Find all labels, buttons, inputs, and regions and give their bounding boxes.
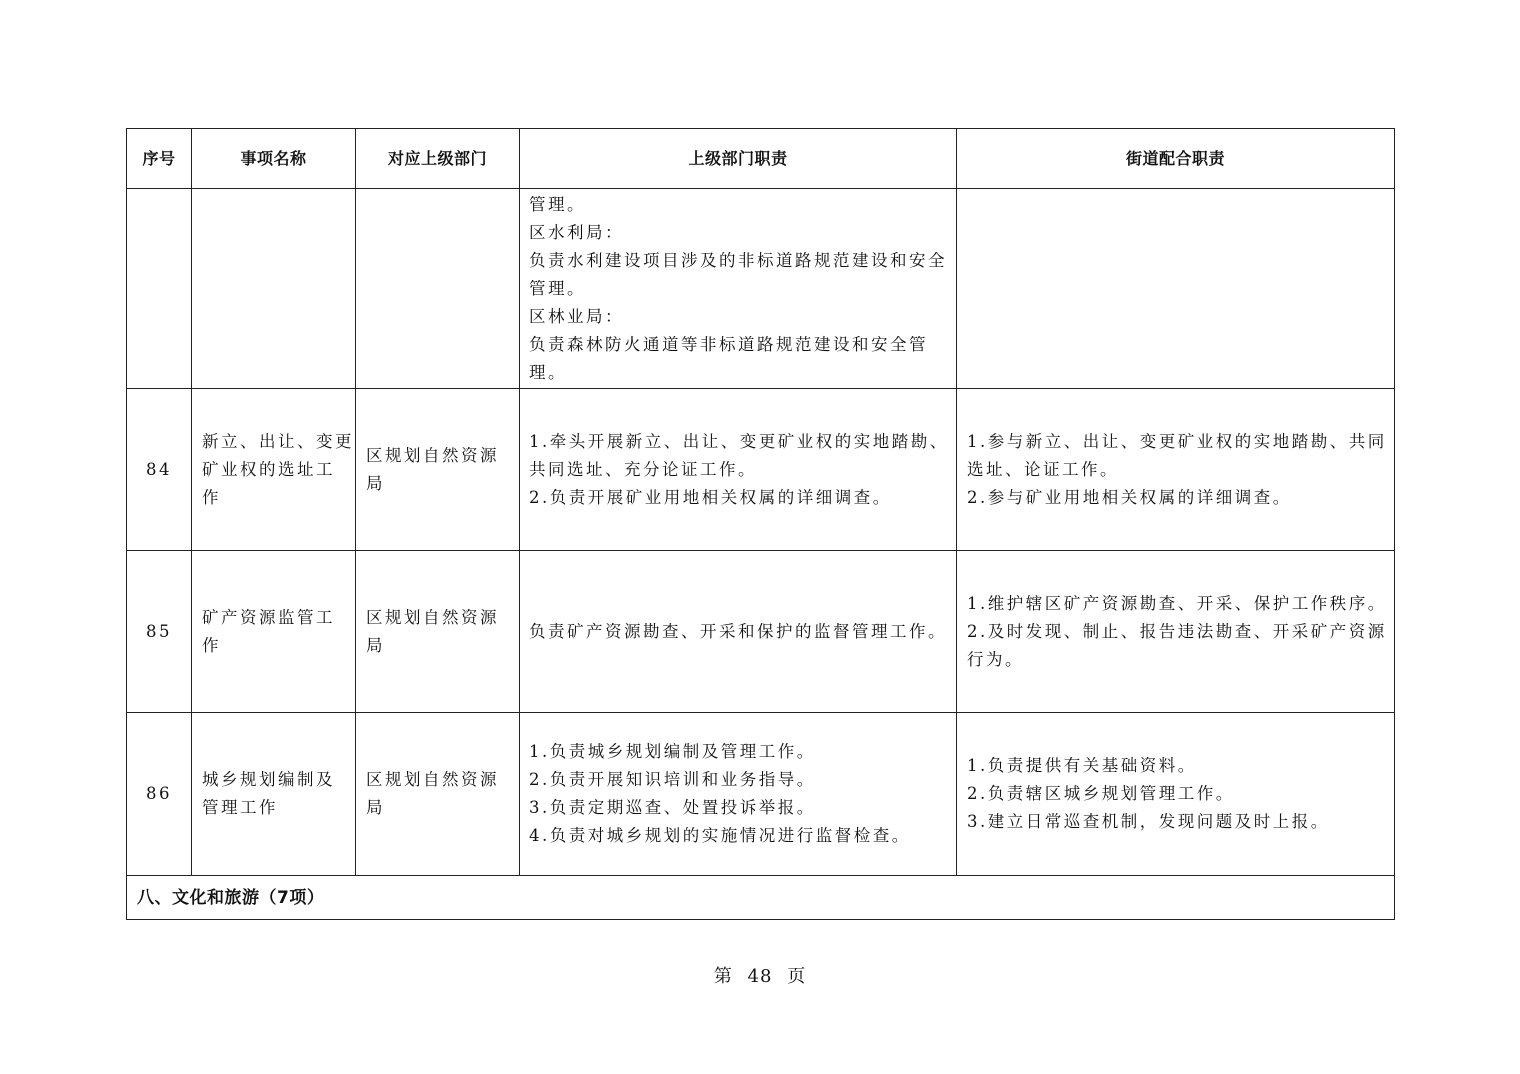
coop-line: 3.建立日常巡查机制，发现问题及时上报。 xyxy=(967,812,1330,831)
duty-line: 负责矿产资源勘查、开采和保护的监督管理工作。 xyxy=(529,621,947,641)
cell-item-name xyxy=(192,551,356,713)
table-header-row xyxy=(127,129,1395,189)
header-superior-dept: 对应上级部门 xyxy=(356,129,520,189)
coop-line: 1.维护辖区矿产资源勘查、开采、保护工作秩序。 xyxy=(967,593,1387,613)
page-number-prefix: 第 xyxy=(713,966,733,987)
section-heading: 八、文化和旅游（7项） xyxy=(127,876,1395,920)
cell-item-name xyxy=(192,189,356,389)
header-num: 序号 xyxy=(127,129,192,189)
name-line: 管理工作 xyxy=(202,798,278,817)
duty-line: 管理。 xyxy=(529,279,586,298)
duty-table xyxy=(126,128,1395,920)
cell-dept xyxy=(356,713,520,876)
cell-duty xyxy=(520,713,957,876)
name-line: 作 xyxy=(202,487,221,507)
duty-line: 负责水利建设项目涉及的非标道路规范建设和安全 xyxy=(529,251,947,270)
duty-line: 1.牵头开展新立、出让、变更矿业权的实地踏勘、 xyxy=(529,431,949,451)
cell-dept xyxy=(356,551,520,713)
duty-line: 理。 xyxy=(529,363,567,382)
cell-cooperation xyxy=(957,551,1395,713)
coop-line: 2.及时发现、制止、报告违法勘查、开采矿产资源 xyxy=(967,621,1387,641)
table-row-continued xyxy=(127,189,1395,389)
dept-line: 区规划自然资源 xyxy=(366,607,499,627)
name-line: 新立、出让、变更 xyxy=(202,431,354,451)
header-street-cooperation: 街道配合职责 xyxy=(957,129,1395,189)
coop-line: 2.负责辖区城乡规划管理工作。 xyxy=(967,784,1235,803)
cell-duty xyxy=(520,189,957,389)
duty-line: 共同选址、充分论证工作。 xyxy=(529,459,757,479)
duty-line: 2.负责开展矿业用地相关权属的详细调查。 xyxy=(529,487,892,507)
coop-line: 选址、论证工作。 xyxy=(967,459,1119,479)
page-number: 48 xyxy=(747,966,773,987)
cell-num: 86 xyxy=(127,713,192,876)
duty-line: 区林业局： xyxy=(529,307,624,326)
header-superior-duty: 上级部门职责 xyxy=(520,129,957,189)
cell-duty xyxy=(520,551,957,713)
page-number-suffix: 页 xyxy=(787,966,807,987)
cell-cooperation xyxy=(957,389,1395,551)
cell-dept xyxy=(356,189,520,389)
name-line: 矿产资源监管工 xyxy=(202,607,335,627)
duty-line: 负责森林防火通道等非标道路规范建设和安全管 xyxy=(529,335,928,354)
duty-line: 区水利局： xyxy=(529,223,624,242)
duty-line: 3.负责定期巡查、处置投诉举报。 xyxy=(529,798,816,817)
name-line: 作 xyxy=(202,635,221,655)
dept-line: 局 xyxy=(366,473,385,493)
coop-line: 行为。 xyxy=(967,649,1024,669)
coop-line: 1.参与新立、出让、变更矿业权的实地踏勘、共同 xyxy=(967,431,1387,451)
table-row xyxy=(127,713,1395,876)
duty-line: 1.负责城乡规划编制及管理工作。 xyxy=(529,742,816,761)
page-footer xyxy=(0,962,1520,988)
cell-num: 84 xyxy=(127,389,192,551)
name-line: 城乡规划编制及 xyxy=(202,770,335,789)
cell-item-name xyxy=(192,389,356,551)
header-item-name: 事项名称 xyxy=(192,129,356,189)
cell-num: 85 xyxy=(127,551,192,713)
cell-cooperation xyxy=(957,713,1395,876)
table-row xyxy=(127,551,1395,713)
table-row xyxy=(127,389,1395,551)
duty-line: 2.负责开展知识培训和业务指导。 xyxy=(529,770,816,789)
section-heading-row xyxy=(127,876,1395,920)
dept-line: 区规划自然资源 xyxy=(366,445,499,465)
cell-cooperation xyxy=(957,189,1395,389)
dept-line: 局 xyxy=(366,798,385,817)
duty-line: 管理。 xyxy=(529,195,586,214)
cell-dept xyxy=(356,389,520,551)
dept-line: 区规划自然资源 xyxy=(366,770,499,789)
duty-line: 4.负责对城乡规划的实施情况进行监督检查。 xyxy=(529,826,911,845)
name-line: 矿业权的选址工 xyxy=(202,459,335,479)
cell-num xyxy=(127,189,192,389)
cell-item-name xyxy=(192,713,356,876)
dept-line: 局 xyxy=(366,635,385,655)
coop-line: 2.参与矿业用地相关权属的详细调查。 xyxy=(967,487,1292,507)
cell-duty xyxy=(520,389,957,551)
coop-line: 1.负责提供有关基础资料。 xyxy=(967,756,1197,775)
